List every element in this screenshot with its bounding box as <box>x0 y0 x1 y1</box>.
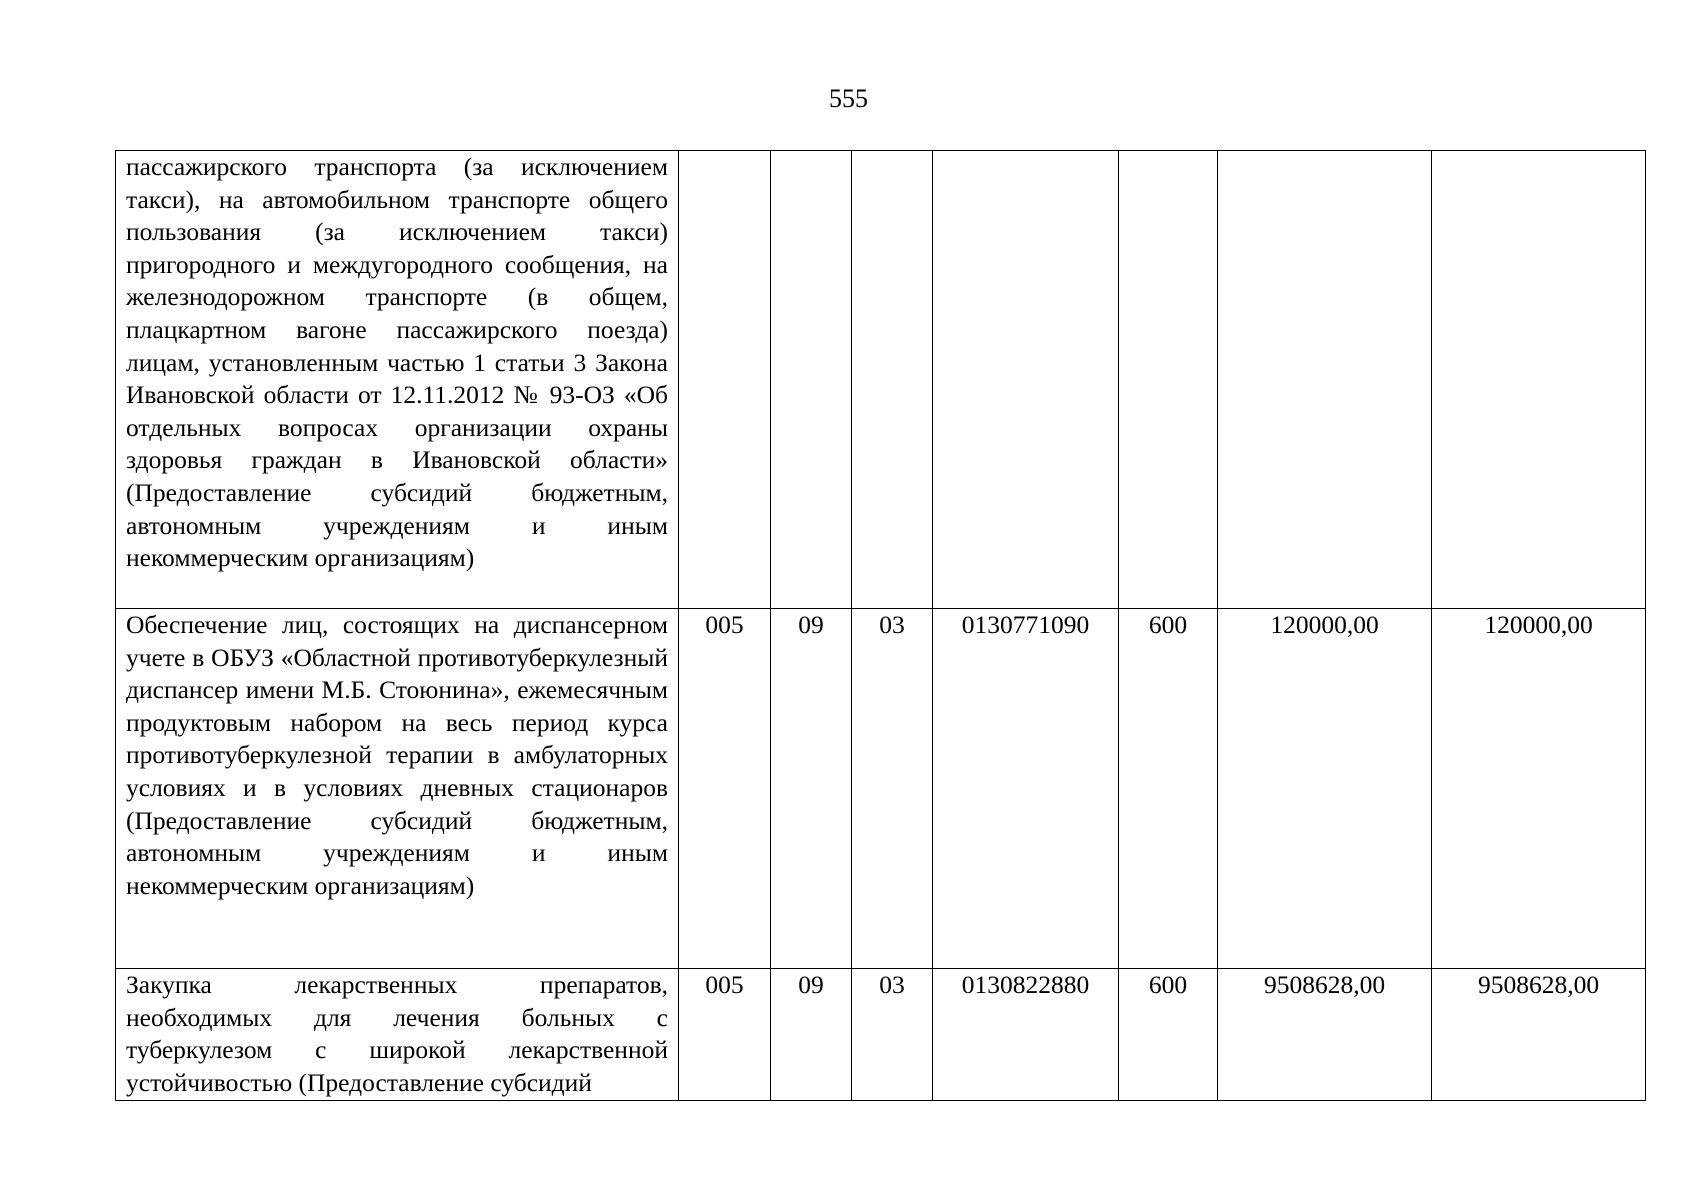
row-description: пассажирского транспорта (за исключением такси), на автомобильном транспорте общего пользования (за исключением такси) пригородного и междугородного сообщения, на железнодорожном транспорте (в общем, плацкартном вагоне пассажирского поезда) лицам, установленным частью 1 статьи 3 Закона Ивановской области от 12.11.2012 № 93-ОЗ «Об отдельных вопросах организации охраны здоровья граждан в Ивановской области» (Предоставление субсидий бюджетным, автономным учреждениям и иным некоммерческим организациям) <box>116 151 679 609</box>
target-article-code: 0130822880 <box>933 969 1119 1101</box>
table-row <box>116 151 1646 609</box>
table-row <box>116 969 1646 1101</box>
amount-1 <box>1218 151 1432 609</box>
expense-type-code: 600 <box>1119 969 1218 1101</box>
subsection-code: 03 <box>852 609 933 969</box>
row-description: Обеспечение лиц, состоящих на диспансерном учете в ОБУЗ «Областной противотуберкулезный диспансер имени М.Б. Стоюнина», ежемесячным продуктовым набором на весь период курса противотуберкулезной терапии в амбулаторных условиях и в условиях дневных стационаров (Предоставление субсидий бюджетным, автономным учреждениям и иным некоммерческим организациям) <box>116 609 679 969</box>
ministry-code: 005 <box>679 609 771 969</box>
budget-table <box>115 150 1646 1101</box>
subsection-code: 03 <box>852 969 933 1101</box>
amount-1: 9508628,00 <box>1218 969 1432 1101</box>
amount-1: 120000,00 <box>1218 609 1432 969</box>
expense-type-code: 600 <box>1119 609 1218 969</box>
section-code: 09 <box>771 609 852 969</box>
target-article-code <box>933 151 1119 609</box>
target-article-code: 0130771090 <box>933 609 1119 969</box>
section-code <box>771 151 852 609</box>
section-code: 09 <box>771 969 852 1101</box>
expense-type-code <box>1119 151 1218 609</box>
page-number: 555 <box>829 84 868 113</box>
amount-2 <box>1432 151 1646 609</box>
row-description: Закупка лекарственных препаратов, необходимых для лечения больных с туберкулезом с широкой лекарственной устойчивостью (Предоставление субсидий <box>116 969 679 1101</box>
amount-2: 9508628,00 <box>1432 969 1646 1101</box>
ministry-code: 005 <box>679 969 771 1101</box>
amount-2: 120000,00 <box>1432 609 1646 969</box>
ministry-code <box>679 151 771 609</box>
table-row <box>116 609 1646 969</box>
subsection-code <box>852 151 933 609</box>
